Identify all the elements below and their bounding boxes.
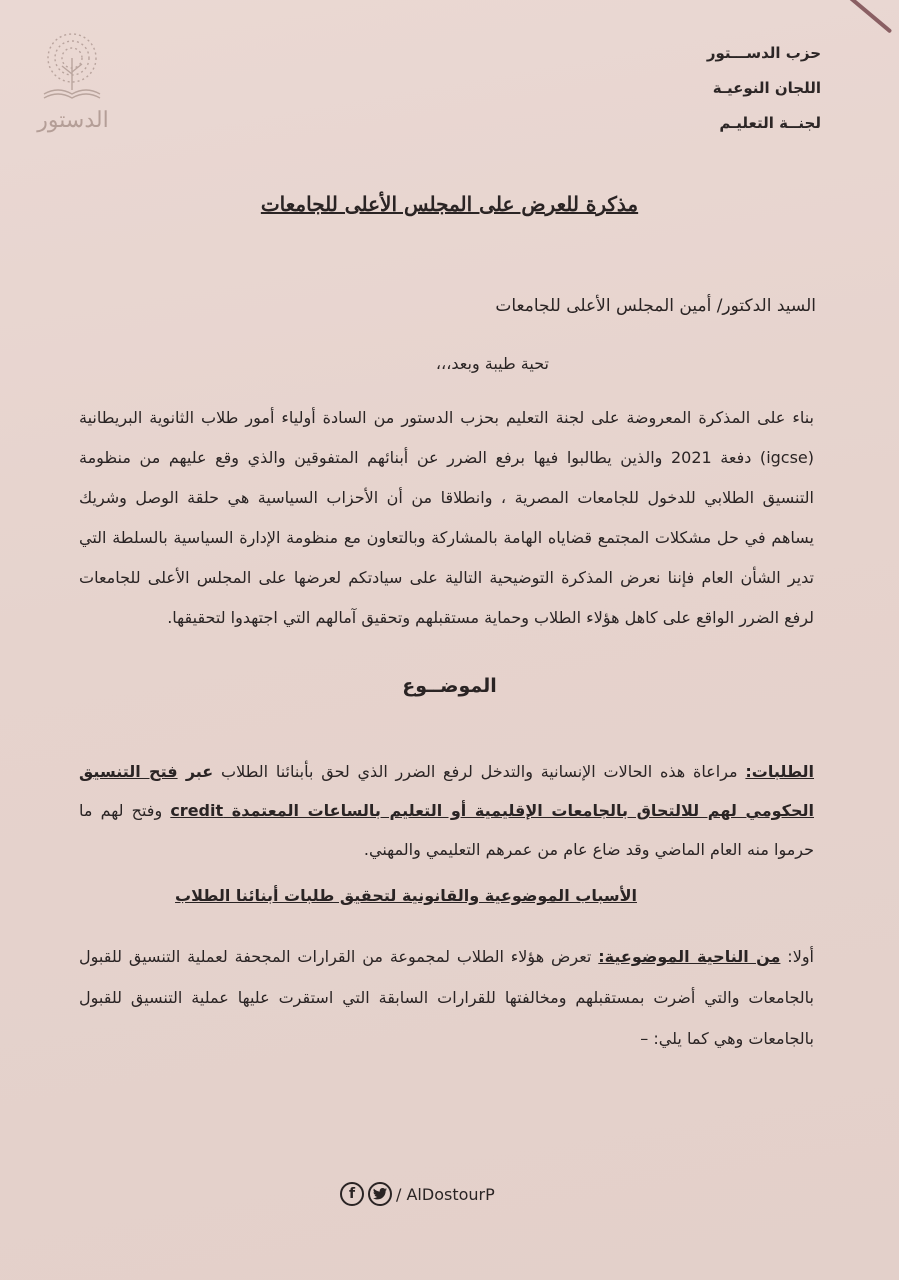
reasons-heading: الأسباب الموضوعية والقانونية لتحقيق طلبات أبنائنا الطلاب	[175, 886, 637, 905]
requests-underlined: فتح التنسيق الحكومي لهم للالتحاق بالجامعات الإقليمية أو التعليم بالساعات المعتمدة credit	[79, 762, 814, 820]
twitter-icon	[368, 1182, 392, 1206]
requests-paragraph	[79, 752, 814, 869]
salutation: السيد الدكتور/ أمين المجلس الأعلى للجامعات	[495, 296, 816, 316]
committees-name: اللجان النوعيـة	[712, 79, 821, 97]
intro-paragraph: بناء على المذكرة المعروضة على لجنة التعليم بحزب الدستور من السادة أولياء أمور طلاب الثانوية البريطانية (igcse) دفعة 2021 والذين يطالبوا فيها برفع الضرر عن أبنائهم المتفوقين والذي وقع عليهم من منظومة التنسيق الطلابي للدخول للجامعات المصرية ، وانطلاقا من أن الأحزاب السياسية هي حلقة الوصل وشريك يساهم في حل مشكلات المجتمع قضاياه الهامة بالمشاركة وبالتعاون مع منظومة الإدارة السياسية بالسلطة التي تدير الشأن العام فإننا نعرض المذكرة التوضيحية التالية على سيادتكم لعرضها على المجلس الأعلى للجامعات لرفع الضرر الواقع على كاهل هؤلاء الطلاب وحماية مستقبلهم وتحقيق آمالهم التي اجتهدوا لتحقيقها.	[79, 408, 815, 627]
party-name: حزب الدســـتور	[706, 44, 821, 62]
social-handle: / AlDostourP	[396, 1184, 495, 1204]
tree-book-icon	[30, 28, 115, 113]
requests-text-end: وفتح لهم ما حرموا منه العام الماضي وقد ضاع عام من عمرهم التعليمي والمهني.	[79, 801, 814, 859]
facebook-icon: f	[340, 1182, 364, 1206]
social-footer	[340, 1179, 495, 1209]
twitter-bird-icon	[373, 1188, 387, 1200]
logo-text: الدستور	[37, 108, 109, 133]
subject-heading: الموضــوع	[402, 675, 497, 697]
first-point-text: تعرض هؤلاء الطلاب لمجموعة من القرارات المجحفة لعملية التنسيق للقبول بالجامعات والتي أضرت بمستقبلهم ومخالفتها للقرارات السابقة التي استقرت عليها عملية التنسيق للقبول بالجامعات وهي كما يلي: –	[79, 947, 814, 1048]
memo-title: مذكرة للعرض على المجلس الأعلى للجامعات	[260, 192, 639, 216]
first-point-paragraph	[79, 936, 814, 1059]
committee-name: لجنــة التعليـم	[719, 114, 821, 132]
pen-mark	[844, 0, 893, 34]
sender-header	[707, 36, 821, 141]
requests-bold: عبر	[177, 762, 214, 781]
requests-text-start: مراعاة هذه الحالات الإنسانية والتدخل لرفع الضرر الذي لحق بأبنائنا الطلاب	[213, 762, 746, 781]
requests-label: الطلبات:	[745, 762, 815, 781]
first-point-label: من الناحية الموضوعية:	[598, 947, 781, 966]
greeting: تحية طيبة وبعد،،،	[435, 354, 549, 373]
first-point-prefix: أولا:	[780, 947, 814, 966]
